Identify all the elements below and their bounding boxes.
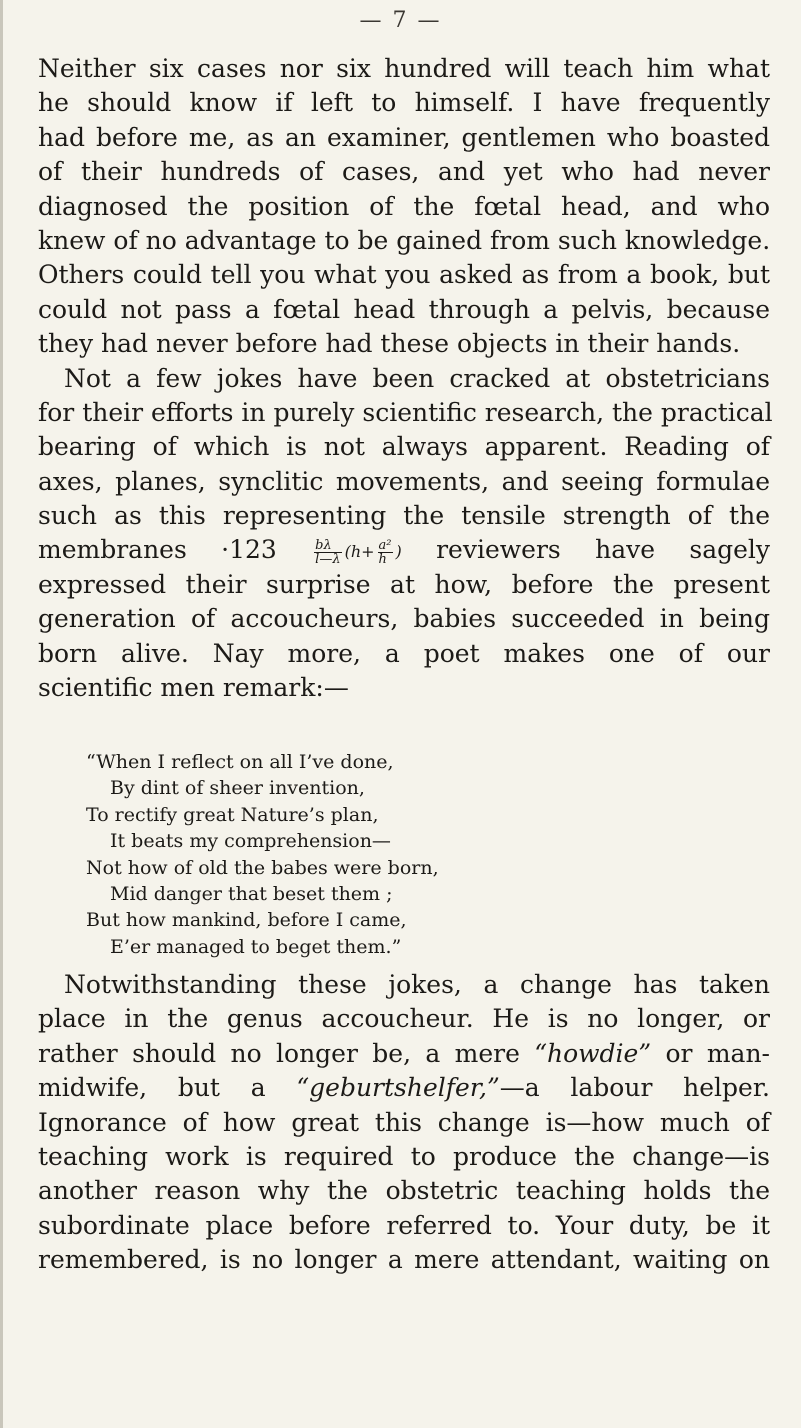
tensile-strength-formula	[311, 535, 402, 569]
text-line: diagnosed the position of the fœtal head, and who	[38, 191, 770, 221]
text-line	[38, 1037, 770, 1071]
poem-line: To rectify great Nature’s plan,	[86, 803, 379, 826]
text-line: born alive. Nay more, a poet makes one of our	[38, 638, 770, 668]
poem-line: It beats my comprehension—	[110, 830, 391, 853]
text-segment: midwife, but a	[38, 1073, 297, 1103]
italic-term-geburtshelfer: “geburtshelfer,”	[296, 1073, 500, 1103]
text-line: knew of no advantage to be gained from such knowledge.	[38, 225, 771, 255]
poem-line: “When I reflect on all I’ve done,	[86, 751, 394, 773]
formula-line	[38, 533, 770, 567]
text-line: scientific men remark:—	[38, 673, 349, 703]
page-edge	[0, 0, 3, 1428]
text-line: place in the genus accoucheur. He is no longer, or	[38, 1004, 770, 1034]
text-line: subordinate place before referred to. Your duty, be it	[38, 1210, 770, 1240]
text-line: expressed their surprise at how, before the present	[38, 569, 770, 599]
poem-line: Not how of old the babes were born,	[86, 856, 439, 879]
text-line: remembered, is no longer a mere attendant, waiting on	[38, 1245, 770, 1275]
text-segment: or man-	[651, 1038, 770, 1068]
italic-term-howdie: “howdie”	[534, 1038, 652, 1068]
formula-paren-open: (h+	[344, 541, 375, 561]
formula-fraction-1	[314, 539, 341, 566]
poem-line: By dint of sheer invention,	[110, 777, 365, 800]
formula-fraction-2	[378, 539, 393, 566]
text-line: could not pass a fœtal head through a pelvis, because	[38, 294, 770, 324]
text-line: of their hundreds of cases, and yet who had never	[38, 157, 770, 187]
text-line: Not a few jokes have been cracked at obstetricians	[64, 363, 770, 393]
fraction-denominator: l—λ	[315, 551, 341, 567]
fraction-numerator: bλ	[314, 539, 341, 553]
text-line: he should know if left to himself. I have frequently	[38, 88, 770, 118]
paragraph-block-3	[38, 968, 770, 1278]
text-line	[38, 1071, 770, 1105]
poem-line: Mid danger that beset them ;	[110, 882, 393, 905]
text-line: such as this representing the tensile strength of the	[38, 501, 770, 531]
text-line: Neither six cases nor six hundred will teach him what	[38, 54, 770, 83]
page-number: — 7 —	[359, 8, 442, 33]
text-line: Notwithstanding these jokes, a change has taken	[64, 970, 770, 999]
poem-line: But how mankind, before I came,	[86, 909, 407, 932]
text-line: teaching work is required to produce the change—is	[38, 1141, 770, 1171]
text-line: Others could tell you what you asked as from a book, but	[38, 260, 770, 290]
formula-trail-text: reviewers have sagely	[436, 535, 771, 565]
formula-paren-close: )	[395, 541, 402, 561]
text-line: had before me, as an examiner, gentlemen who boasted	[38, 122, 770, 152]
paragraph-block-1	[38, 52, 773, 705]
text-line: they had never before had these objects in their hands.	[38, 329, 741, 359]
poem-quote	[86, 749, 686, 960]
text-segment: —a labour helper.	[499, 1073, 770, 1103]
fraction-numerator: a²	[378, 537, 392, 553]
text-line: Ignorance of how great this change is—how much of	[38, 1107, 770, 1137]
text-line: bearing of which is not always apparent. Reading of	[38, 432, 770, 462]
formula-lead-text: membranes ·123	[38, 535, 277, 565]
text-segment: rather should no longer be, a mere	[38, 1038, 535, 1068]
poem-line: E’er managed to beget them.”	[110, 935, 402, 958]
fraction-denominator: h	[378, 551, 387, 567]
text-line: for their efforts in purely scientific research, the practical	[38, 397, 773, 427]
text-line: generation of accoucheurs, babies succeeded in being	[38, 604, 770, 634]
text-line: another reason why the obstetric teaching holds the	[38, 1176, 770, 1206]
text-line: axes, planes, synclitic movements, and seeing formulae	[38, 466, 770, 496]
